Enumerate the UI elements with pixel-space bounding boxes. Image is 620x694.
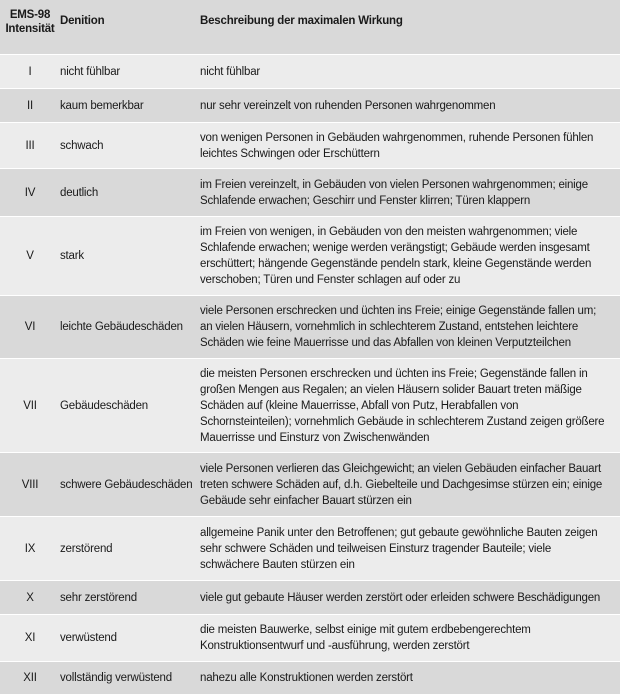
header-intensity-line1: EMS-98 <box>9 9 51 21</box>
table-row <box>0 88 620 122</box>
table-row <box>0 661 620 694</box>
row-level: VII <box>23 399 37 412</box>
row-definition: vollständig verwüstend <box>60 672 172 684</box>
header-intensity-line2: Intensität <box>5 23 55 35</box>
row-level: VI <box>24 321 36 333</box>
header-intensity <box>0 0 60 36</box>
row-definition: schwach <box>60 139 104 152</box>
row-description: viele gut gebaute Häuser werden zerstört oder erleiden schwere Beschädigungen <box>200 591 601 604</box>
row-level: IV <box>24 186 36 199</box>
row-level: IX <box>24 542 36 555</box>
row-definition: stark <box>60 250 84 262</box>
row-definition: sehr zerstörend <box>60 591 137 604</box>
row-definition: zerstörend <box>60 542 113 555</box>
row-description: im Freien von wenigen, in Gebäuden von den meisten wahrgenommen; viele Schlafende erwachen; wenige werden verängstigt; Gebäude werden insgesamt erschüttert; hängende Gegenstände pendeln stark, kleine Gegenstände werden verschoben; Türen und Fenster schlagen auf oder zu <box>200 226 592 286</box>
header-definition: Denition <box>60 15 105 27</box>
row-level: X <box>26 591 34 604</box>
table-row <box>0 516 620 580</box>
table-row <box>0 295 620 358</box>
table-row <box>0 614 620 661</box>
row-description: nahezu alle Konstruktionen werden zerstört <box>200 672 413 684</box>
row-description: viele Personen verlieren das Gleichgewicht; an vielen Gebäuden einfacher Bauart treten schwere Schäden auf, d.h. Giebelteile und Dachgesimse stürzen ein; einige Gebäude sehr einfacher Bauart stürzen ein <box>200 462 603 507</box>
row-definition: kaum bemerkbar <box>60 99 144 112</box>
row-description: nur sehr vereinzelt von ruhenden Personen wahrgenommen <box>200 99 496 112</box>
row-definition: deutlich <box>60 186 99 199</box>
row-description: allgemeine Panik unter den Betroffenen; gut gebaute gewöhnliche Bauten zeigen sehr schwere Schäden und teilweisen Einsturz tragender Bauteile; viele schwächere Bauten stürzen ein <box>200 526 598 571</box>
table-row <box>0 358 620 452</box>
row-level: III <box>25 139 35 152</box>
header-description: Beschreibung der maximalen Wirkung <box>200 15 403 27</box>
row-description: von wenigen Personen in Gebäuden wahrgenommen, ruhende Personen fühlen leichtes Schwingen oder Erschüttern <box>200 131 594 160</box>
row-definition: Gebäudeschäden <box>60 399 148 412</box>
row-description: die meisten Personen erschrecken und üchten ins Freie; Gegenstände fallen in großen Mengen aus Regalen; an vielen Häusern solider Bauart treten mäßige Schäden auf (kleine Mauerrisse, Abfall von Putz, Herabfallen von Schornsteinteilen); vornehmlich Gebäude in schlechterem Zustand zeigen größere Mauerrisse und Einsturz von Zwischenwänden <box>200 367 605 444</box>
row-level: XI <box>24 632 36 644</box>
table-row <box>0 580 620 614</box>
row-description: nicht fühlbar <box>200 65 261 78</box>
row-description: im Freien vereinzelt, in Gebäuden von vielen Personen wahrgenommen; einige Schlafende erwachen; Geschirr und Fenster klirren; Türen klappern <box>200 178 588 207</box>
table-header <box>0 0 620 54</box>
table-row <box>0 54 620 88</box>
row-definition: verwüstend <box>60 632 117 644</box>
row-description: die meisten Bauwerke, selbst einige mit gutem erdbebengerechtem Konstruktionsentwurf und -ausführung, werden zerstört <box>200 624 531 652</box>
row-definition: schwere Gebäudeschäden <box>60 478 193 491</box>
row-definition: leichte Gebäudeschäden <box>60 321 183 333</box>
row-description: viele Personen erschrecken und üchten ins Freie; einige Gegenstände fallen um; an vielen Häusern, vornehmlich in schlechterem Zustand, entstehen leichtere Schäden wie feine Mauerrisse und das Abfallen von kleinen Verputzteilchen <box>200 305 597 349</box>
table-row <box>0 216 620 295</box>
table-row <box>0 168 620 216</box>
row-definition: nicht fühlbar <box>60 65 121 78</box>
row-level: II <box>27 99 33 112</box>
row-level: V <box>26 250 34 262</box>
row-level: I <box>28 65 32 78</box>
row-level: VIII <box>21 478 39 491</box>
table-row <box>0 122 620 168</box>
table-row <box>0 452 620 516</box>
row-level: XII <box>23 672 37 684</box>
